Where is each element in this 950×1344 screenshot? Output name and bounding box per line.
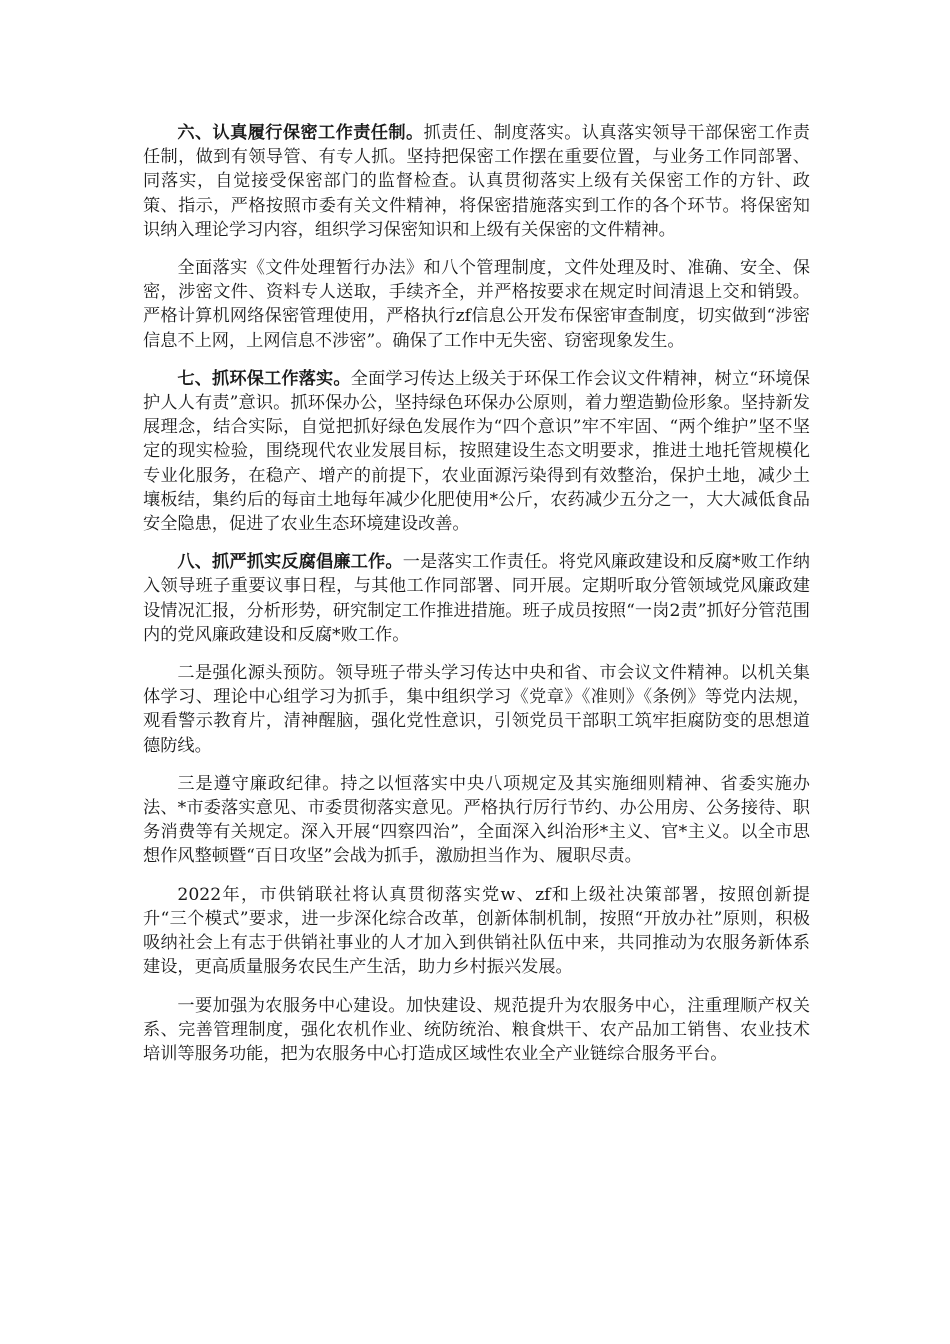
paragraph-text: 抓责任、制度落实。认真落实领导干部保密工作责任制，做到有领导管、有专人抓。坚持把保密工作摆在重要位置，与业务工作同部署、同落实，自觉接受保密部门的监督检查。认真贯彻落实上级有关保密工作的方针、政策、指示，严格按照市委有关文件精神，将保密措施落实到工作的各个环节。将保密知识纳入理论学习内容，组织学习保密知识和上级有关保密的文件精神。 xyxy=(143,123,810,240)
paragraph-text: 三是遵守廉政纪律。持之以恒落实中央八项规定及其实施细则精神、省委实施办法、*市委落实意见、市委贯彻落实意见。严格执行厉行节约、办公用房、公务接待、职务消费等有关规定。深入开展“四察四治”，全面深入纠治形*主义、官*主义。以全市思想作风整顿暨“百日攻坚”会战为抓手，激励担当作为、履职尽责。 xyxy=(143,773,810,867)
paragraph-text: 2022年，市供销联社将认真贯彻落实党w、zf和上级社决策部署，按照创新提升“三个模式”要求，进一步深化综合改革，创新体制机制，按照“开放办社”原则，积极吸纳社会上有志于供销社事业的人才加入到供销社队伍中来，共同推动为农服务新体系建设，更高质量服务农民生产生活，助力乡村振兴发展。 xyxy=(143,884,810,978)
paragraph-text: 一是落实工作责任。将党风廉政建设和反腐*败工作纳入领导班子重要议事日程，与其他工作同部署、同开展。定期听取分管领域党风廉政建设情况汇报，分析形势，研究制定工作推进措施。班子成员按照“一岗2责”抓好分管范围内的党风廉政建设和反腐*败工作。 xyxy=(143,552,810,645)
paragraph-discipline xyxy=(143,772,810,869)
paragraph-text: 一要加强为农服务中心建设。加快建设、规范提升为农服务中心，注重理顺产权关系、完善管理制度，强化农机作业、统防统治、粮食烘干、农产品加工销售、农业技术培训等服务功能，把为农服务中心打造成区域性农业全产业链综合服务平台。 xyxy=(143,995,810,1064)
paragraph-anti-corruption xyxy=(143,550,810,647)
paragraph-document-handling xyxy=(143,256,810,353)
section-heading-8: 八、抓严抓实反腐倡廉工作。 xyxy=(177,552,403,573)
paragraph-confidentiality xyxy=(143,121,810,242)
paragraph-text: 全面落实《文件处理暂行办法》和八个管理制度，文件处理及时、准确、安全、保密，涉密文件、资料专人送取，手续齐全，并严格按要求在规定时间清退上交和销毁。严格计算机网络保密管理使用，严格执行zf信息公开发布保密审查制度，切实做到“涉密信息不上网，上网信息不涉密”。确保了工作中无失密、窃密现象发生。 xyxy=(143,258,810,351)
paragraph-prevention xyxy=(143,661,810,758)
section-heading-7: 七、抓环保工作落实。 xyxy=(177,368,351,389)
paragraph-text: 全面学习传达上级关于环保工作会议文件精神，树立“环境保护人人有责”意识。抓环保办公，坚持绿色环保办公原则，着力塑造勤俭形象。坚持新发展理念，结合实际，自觉把抓好绿色发展作为“四个意识”牢不牢固、“两个维护”坚不坚定的现实检验，围绕现代农业发展目标，按照建设生态文明要求，推进土地托管规模化专业化服务，在稳产、增产的前提下，农业面源污染得到有效整治，保护土地，减少土壤板结，集约后的每亩土地每年减少化肥使用*公斤，农药减少五分之一，大大减低食品安全隐患，促进了农业生态环境建设改善。 xyxy=(143,368,810,535)
paragraph-2022-plan xyxy=(143,883,810,980)
section-heading-6: 六、认真履行保密工作责任制。 xyxy=(177,123,424,143)
paragraph-text: 二是强化源头预防。领导班子带头学习传达中央和省、市会议文件精神。以机关集体学习、理论中心组学习为抓手，集中组织学习《党章》《准则》《条例》等党内法规，观看警示教育片，清神醒脑，强化党性意识，引领党员干部职工筑牢拒腐防变的思想道德防线。 xyxy=(143,663,810,756)
paragraph-service-center xyxy=(143,994,810,1067)
paragraph-environment xyxy=(143,367,810,536)
document-page xyxy=(143,121,810,1080)
